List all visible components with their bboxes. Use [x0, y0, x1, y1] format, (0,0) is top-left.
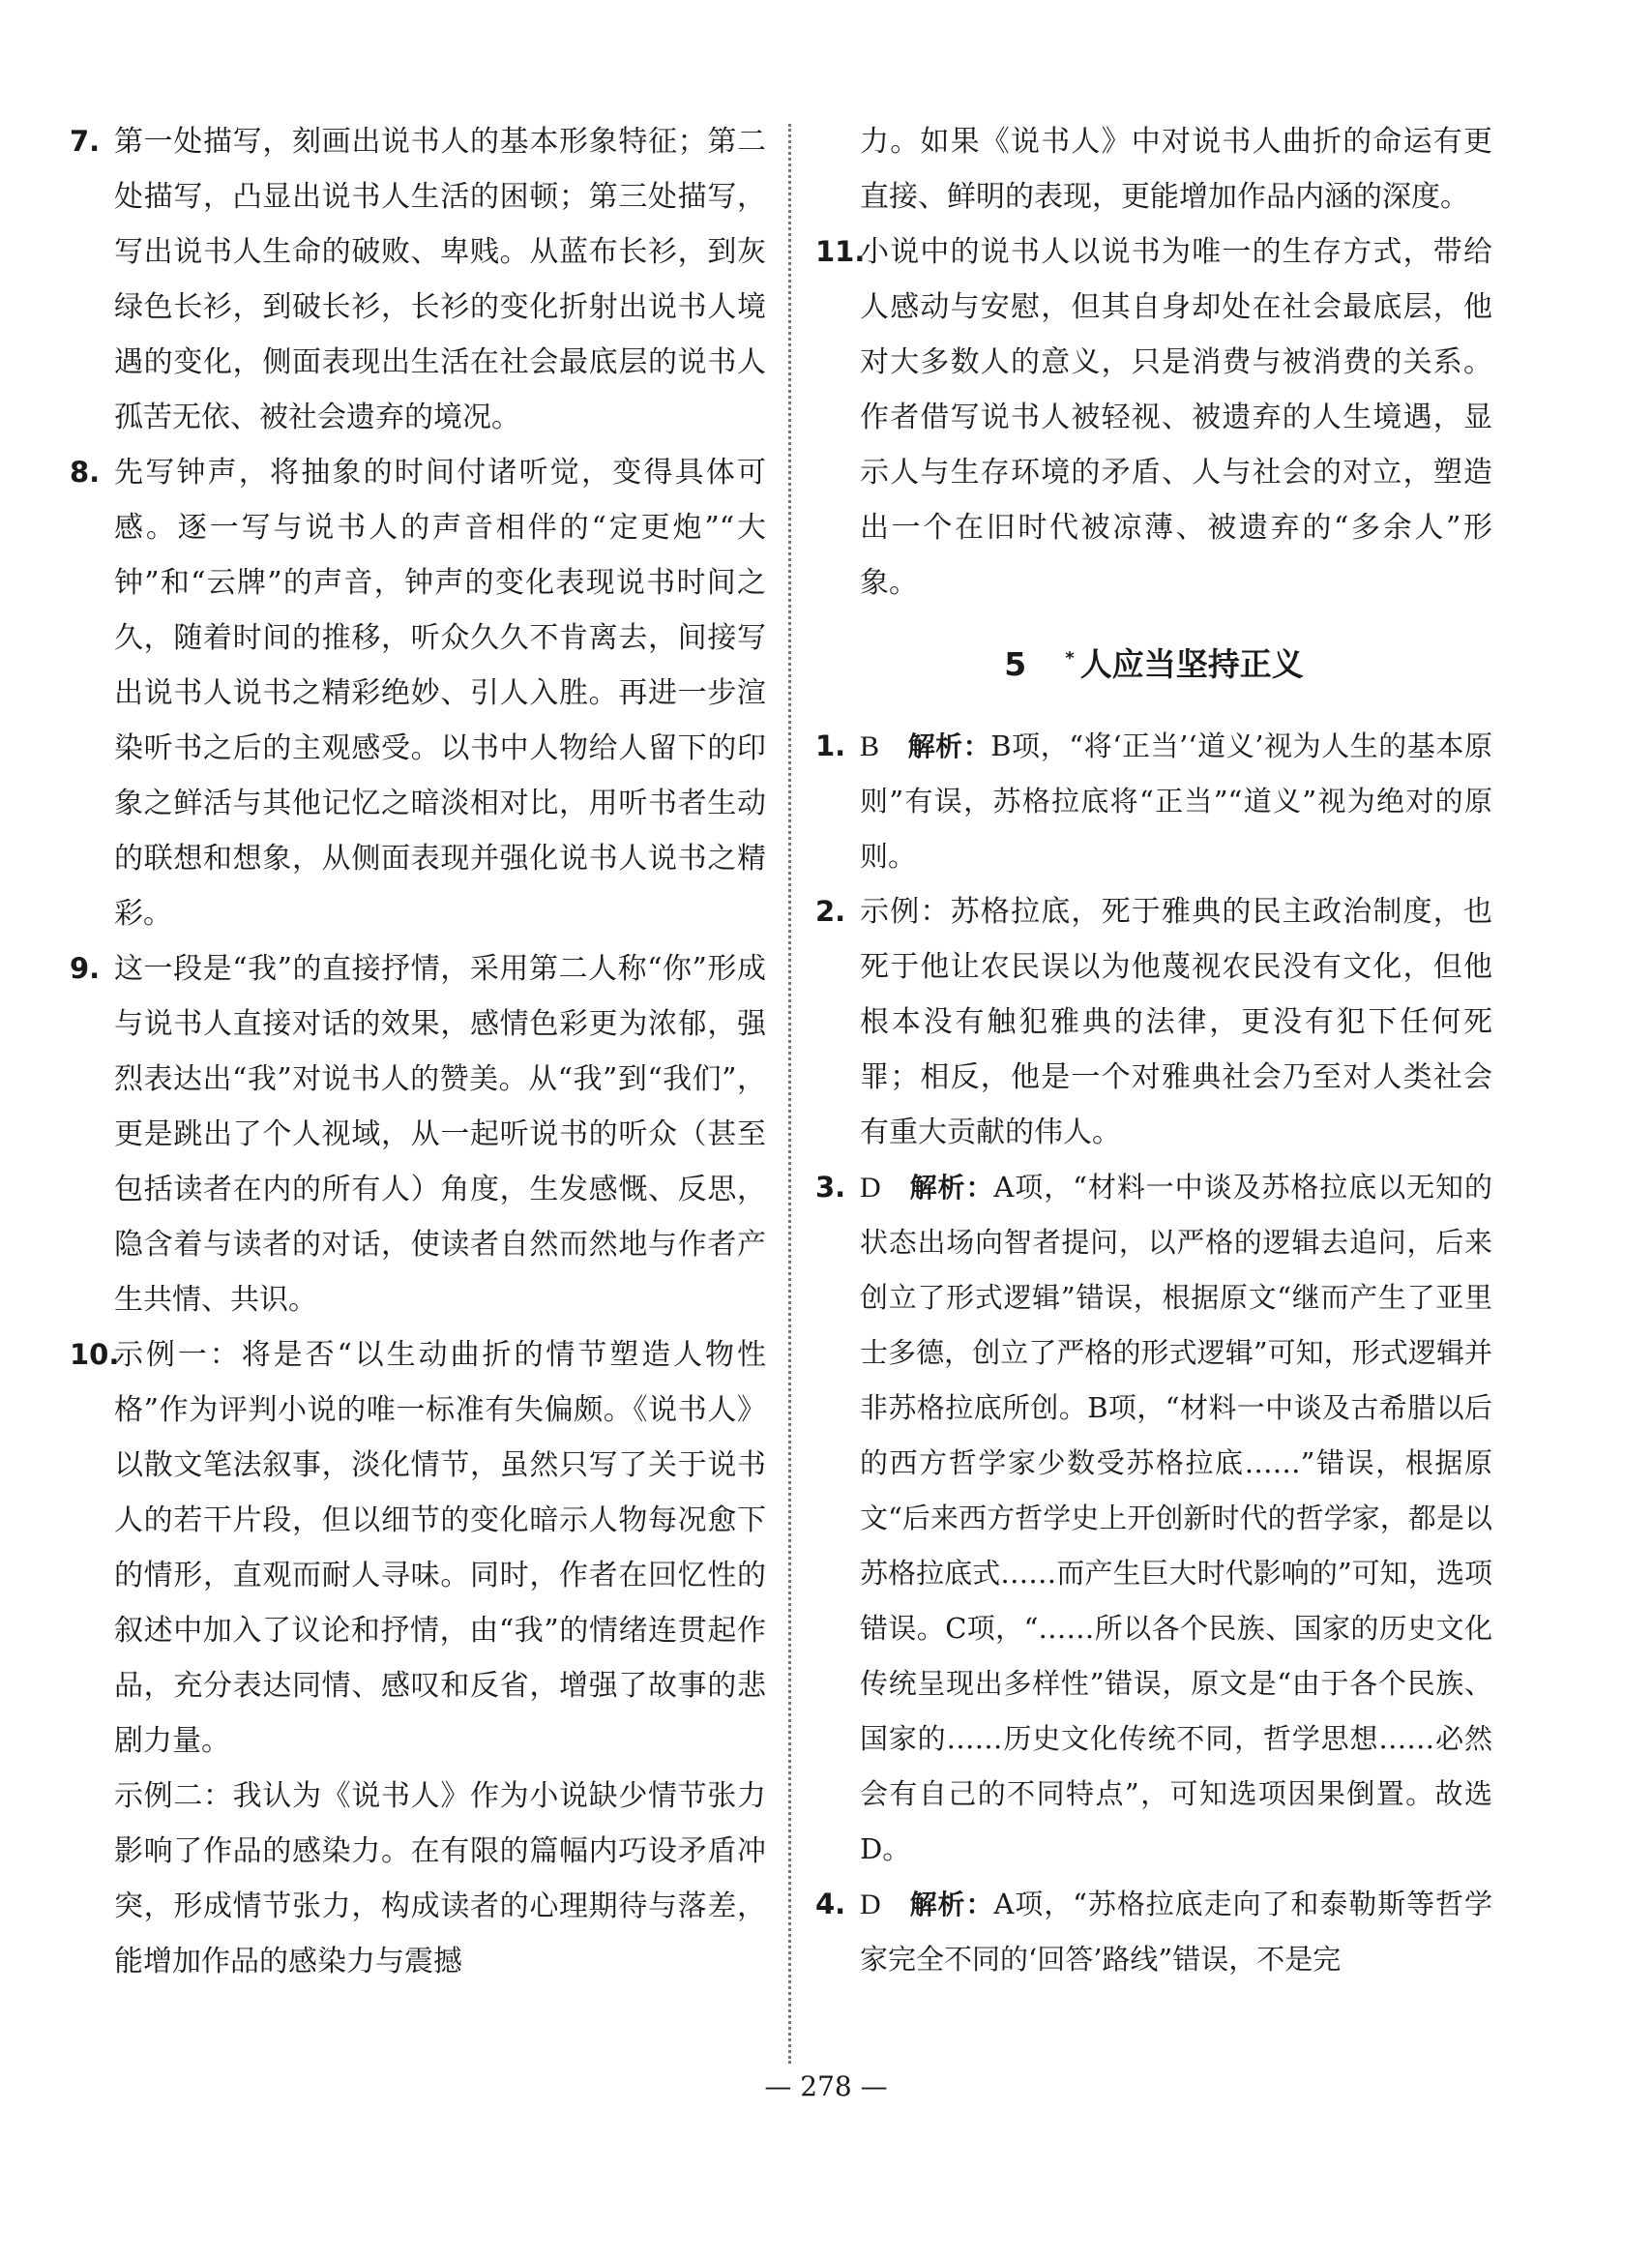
item-text: 这一段是“我”的直接抒情，采用第二人称“你”形成与说书人直接对话的效果，感情色彩更为浓郁，强烈表达出“我”对说书人的赞美。从“我”到“我们”，更是跳出了个人视域，从一起听说书的听众（甚至包括读者在内的所有人）角度，生发感慨、反思，隐含着与读者的对话，使读者自然而然地与作者产生共情、共识。: [114, 952, 766, 1317]
analysis-label: 解析：: [908, 1172, 994, 1204]
answer-item-7: [70, 114, 766, 445]
answer-item-10-continuation: [815, 114, 1492, 224]
analysis-label: 解析：: [907, 730, 991, 762]
item-number: 3.: [815, 1171, 846, 1204]
page-number: — 278 —: [764, 2070, 888, 2102]
item-text: 示例二：我认为《说书人》作为小说缺少情节张力影响了作品的感染力。在有限的篇幅内巧设矛盾冲突，形成情节张力，构成读者的心理期待与落差，能增加作品的感染力与震撼: [114, 1779, 766, 1978]
answer-item-1: [815, 719, 1492, 884]
answer-item-3: [815, 1160, 1492, 1877]
answer-letter: D: [860, 1172, 881, 1204]
answer-item-4: [815, 1877, 1492, 1987]
answer-letter: B: [860, 730, 880, 762]
answer-item-10-example-2: [70, 1769, 766, 1989]
item-text: 先写钟声，将抽象的时间付诸听觉，变得具体可感。逐一写与说书人的声音相伴的“定更炮”“大钟”和“云牌”的声音，钟声的变化表现说书时间之久，随着时间的推移，听众久久不肯离去，间接写出说书人说书之精彩绝妙、引人入胜。再进一步渲染听书之后的主观感受。以书中人物给人留下的印象之鲜活与其他记忆之暗淡相对比，用听书者生动的联想和想象，从侧面表现并强化说书人说书之精彩。: [114, 456, 766, 931]
section-title: 人应当坚持正义: [1079, 645, 1304, 683]
item-number: 4.: [815, 1888, 846, 1920]
item-text: A项，“材料一中谈及苏格拉底以无知的状态出场向智者提问，以严格的逻辑去追问，后来创立了形式逻辑”错误，根据原文“继而产生了亚里士多德，创立了严格的形式逻辑”可知，形式逻辑并非苏格拉底所创。B项，“材料一中谈及古希腊以后的西方哲学家少数受苏格拉底……”错误，根据原文“后来西方哲学史上开创新时代的哲学家，都是以苏格拉底式……而产生巨大时代影响的”可知，选项错误。C项，“……所以各个民族、国家的历史文化传统呈现出多样性”错误，原文是“由于各个民族、国家的……历史文化传统不同，哲学思想……必然会有自己的不同特点”，可知选项因果倒置。故选D。: [860, 1171, 1492, 1865]
item-text: B项，“将‘正当’‘道义’视为人生的基本原则”有误，苏格拉底将“正当”“道义”视为绝对的原则。: [860, 729, 1492, 873]
answer-item-2: [815, 884, 1492, 1160]
item-number: 2.: [815, 895, 846, 928]
item-number: 10.: [70, 1338, 120, 1371]
item-text: 示例一：将是否“以生动曲折的情节塑造人物性格”作为评判小说的唯一标准有失偏颇。《说书人》以散文笔法叙事，淡化情节，虽然只写了关于说书人的若干片段，但以细节的变化暗示人物每况愈下的情形，直观而耐人寻味。同时，作者在回忆性的叙述中加入了议论和抒情，由“我”的情绪连贯起作品，充分表达同情、感叹和反省，增强了故事的悲剧力量。: [114, 1338, 766, 1758]
item-text: 小说中的说书人以说书为唯一的生存方式，带给人感动与安慰，但其自身却处在社会最底层，他对大多数人的意义，只是消费与被消费的关系。作者借写说书人被轻视、被遗弃的人生境遇，显示人与生存环境的矛盾、人与社会的对立，塑造出一个在旧时代被凉薄、被遗弃的“多余人”形象。: [860, 235, 1492, 600]
item-number: 7.: [70, 125, 101, 158]
left-column: [70, 114, 766, 1989]
answer-item-9: [70, 941, 766, 1327]
answer-item-10: [70, 1327, 766, 1769]
section-heading: [815, 630, 1492, 694]
item-number: 9.: [70, 952, 101, 985]
item-text: 力。如果《说书人》中对说书人曲折的命运有更直接、鲜明的表现，更能增加作品内涵的深度。: [860, 125, 1492, 214]
column-divider: [788, 124, 791, 2064]
answer-item-8: [70, 445, 766, 941]
right-column: [815, 114, 1492, 1987]
item-text: 示例：苏格拉底，死于雅典的民主政治制度，也死于他让农民误以为他蔑视农民没有文化，但他根本没有触犯雅典的法律，更没有犯下任何死罪；相反，他是一个对雅典社会乃至对人类社会有重大贡献的伟人。: [860, 895, 1492, 1149]
answer-letter: D: [860, 1889, 881, 1920]
item-number: 11.: [815, 235, 866, 268]
item-text: A项，“苏格拉底走向了和泰勒斯等哲学家完全不同的‘回答’路线”错误，不是完: [860, 1888, 1492, 1976]
optional-star-mark: *: [1065, 648, 1075, 669]
section-number: 5: [1004, 645, 1027, 683]
analysis-label: 解析：: [908, 1889, 994, 1920]
item-number: 8.: [70, 456, 101, 489]
answer-item-11: [815, 224, 1492, 610]
item-text: 第一处描写，刻画出说书人的基本形象特征；第二处描写，凸显出说书人生活的困顿；第三处描写，写出说书人生命的破败、卑贱。从蓝布长衫，到灰绿色长衫，到破长衫，长衫的变化折射出说书人境遇的变化，侧面表现出生活在社会最底层的说书人孤苦无依、被社会遗弃的境况。: [114, 125, 766, 434]
item-number: 1.: [815, 729, 846, 762]
